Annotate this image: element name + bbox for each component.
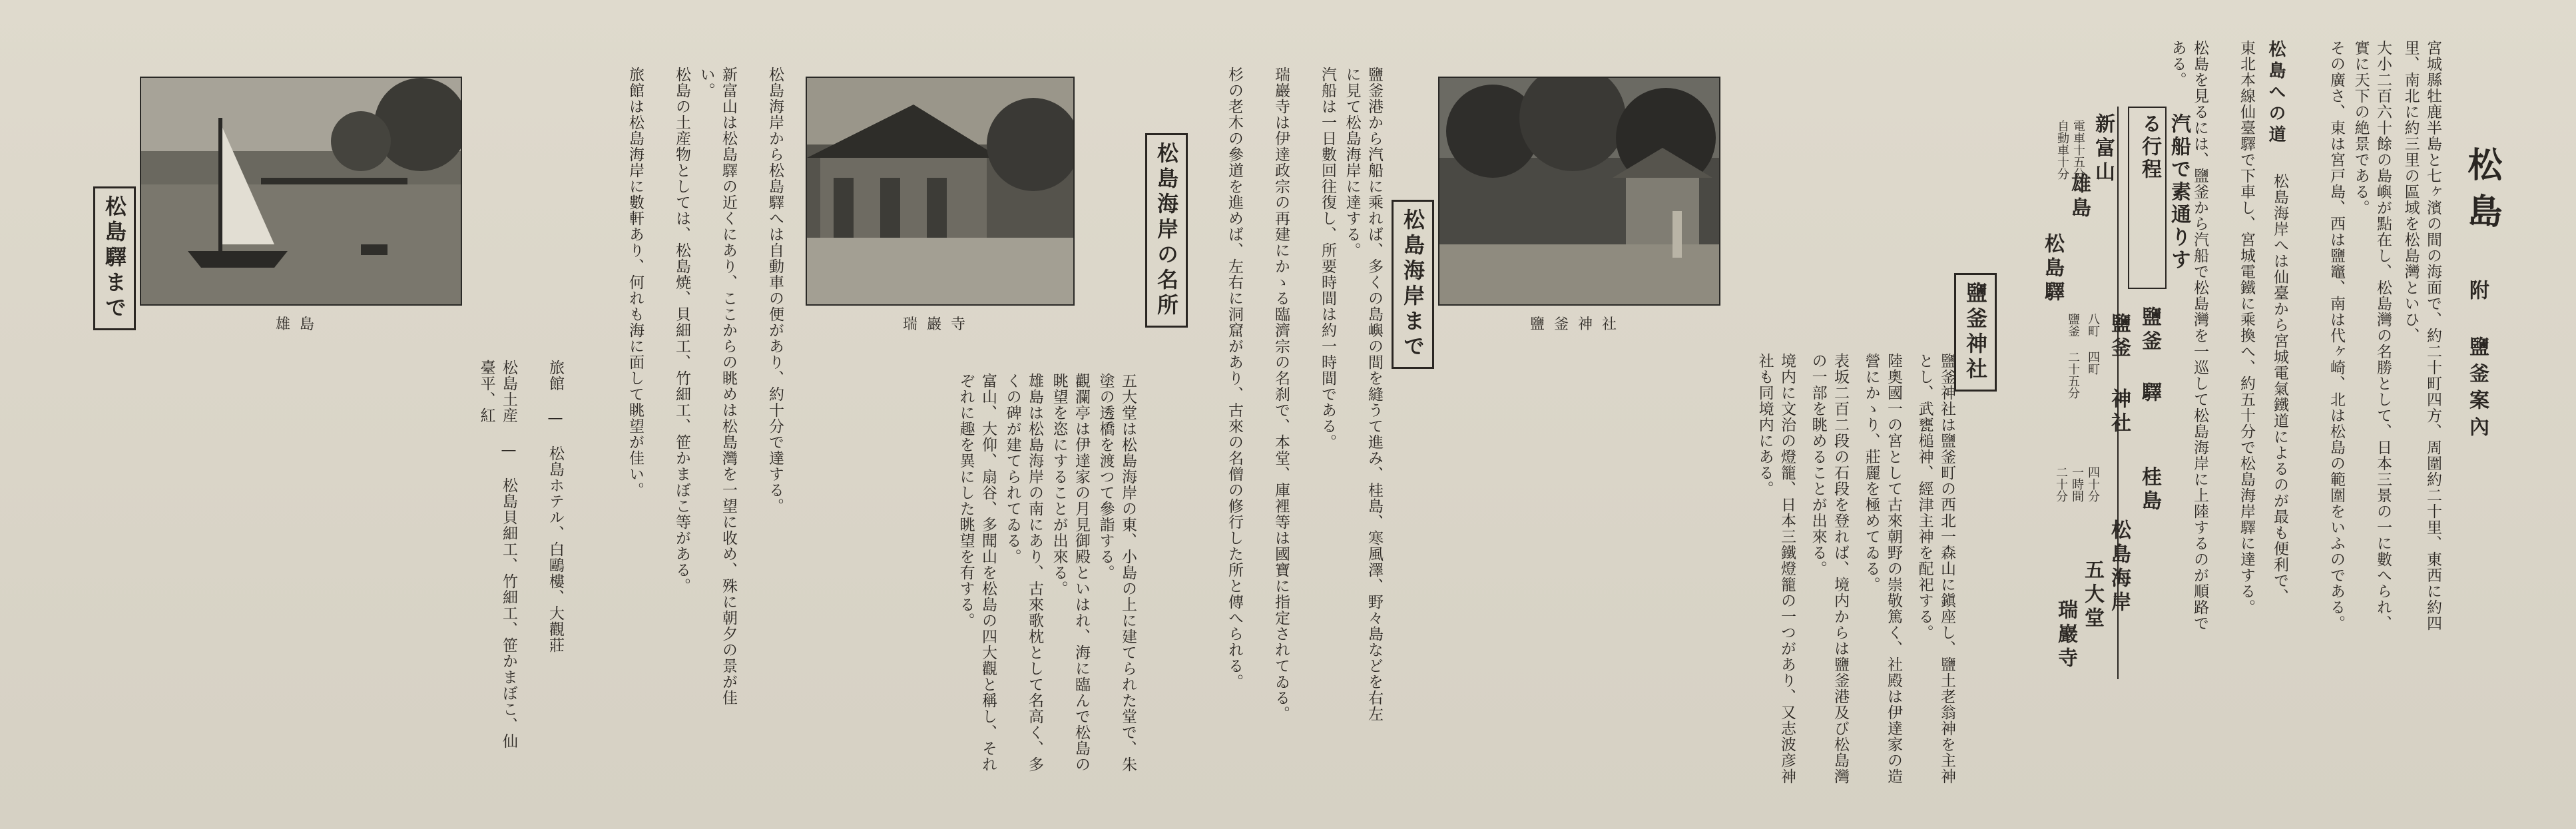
station-text-2: 新富山は松島驛の近くにあり、ここからの眺めは松島灣を一望に收め、殊に朝夕の景が佳い。	[697, 67, 737, 706]
coast-text-1: 鹽釜港から汽船に乘れば、多くの島嶼の間を縫うて進み、桂島、寒風澤、野々島などを右左に見て松島海岸に達する。	[1343, 67, 1383, 722]
access-paragraph-3: 松島を見るには、鹽釜から汽船で松島灣を一巡して松島海岸に上陸するのが順路である。	[2169, 40, 2208, 631]
page-subtitle: 附 鹽釜案內	[2465, 280, 2489, 443]
shrine-text-3: 表坂二百二段の石段を登れば、境内からは鹽釜港及び松島灣の一部を眺めることが出來る。	[1809, 353, 1849, 784]
section-heading-sights: 松島海岸の名所	[1145, 133, 1188, 328]
photo-zuiganji	[806, 77, 1075, 306]
route-stop-shiogama: 鹽釜 驛	[2138, 306, 2161, 406]
section-heading-shrine: 鹽釜神社	[1954, 273, 1997, 392]
intro-paragraph-2: 大小二百六十餘の島嶼が點在し、松島灣の名勝として、日本三景の一に數へられ、實に天下の絶景である。	[2352, 40, 2392, 631]
route-stop-katsurashima: 桂島	[2138, 466, 2161, 514]
shrine-text-1: 鹽釜神社は鹽釜町の西北一森山に鎭座し、鹽土老翁神を主神とし、武甕槌神、經津主神を配祀する。	[1916, 353, 1955, 784]
access-title: 松島への道	[2266, 40, 2286, 146]
route-stop-matsushima-station: 松島驛	[2041, 233, 2064, 305]
access-paragraph-1: 松島海岸へは仙臺から宮城電氣鐵道によるのが最も便利で、	[2271, 173, 2288, 605]
photo-caption-zuiganji: 瑞巖寺	[902, 316, 975, 333]
footer-note-1: 旅館 — 松島ホテル、白鷗樓、大觀莊	[547, 360, 564, 653]
route-time-train: 電車十五分	[2071, 120, 2085, 180]
route-time-3: 二十分	[2054, 466, 2068, 502]
photo-caption-shrine: 鹽釜神社	[1529, 316, 1626, 333]
sights-text-2: 觀瀾亭は伊達家の月見御殿といはれ、海に臨んで松島の眺望を恣にすることが出來る。	[1050, 373, 1090, 772]
access-paragraph-2: 東北本線仙臺驛で下車し、宮城電鐵に乘換へ、約五十分で松島海岸驛に達する。	[2238, 40, 2255, 615]
route-stop-shrine: 鹽釜 神社	[2107, 313, 2131, 436]
sights-text-3: 雄島は松島海岸の南にあり、古來歌枕として名高く、多くの碑が建てられてゐる。	[1003, 373, 1043, 772]
sights-text-4: 富山、大仰、扇谷、多聞山を松島の四大觀と稱し、それぞれに趣を異にした眺望を有する。	[957, 373, 997, 772]
route-dist-shiogama: 鹽釜 二十五分	[2066, 313, 2080, 399]
station-text-1: 松島海岸から松島驛へは自動車の便があり、約十分で達する。	[766, 67, 784, 514]
route-stop-shinfuzan: 新富山	[2091, 113, 2115, 185]
route-diagram	[2041, 93, 2190, 692]
coast-text-2: 汽船は一日數回往復し、所要時間は約一時間である。	[1319, 67, 1336, 450]
photo-shiogama-shrine	[1438, 77, 1720, 306]
route-stop-matsushima-coast: 松島海岸	[2107, 519, 2131, 615]
route-dist-town: 八町 四町	[2086, 313, 2100, 375]
section-heading-station: 松島驛まで	[93, 186, 136, 330]
route-time-2: 一時間	[2070, 466, 2084, 502]
sights-text-1: 五大堂は松島海岸の東、小島の上に建てられた堂で、朱塗の透橋を渡つて參詣する。	[1097, 373, 1137, 772]
photo-caption-oshima: 雄島	[275, 316, 324, 333]
route-time-1: 四十分	[2086, 466, 2100, 502]
shrine-text-4: 境内に文治の燈籠、日本三鐵燈籠の一つがあり、又志波彦神社も同境内にある。	[1756, 353, 1796, 784]
station-text-3: 松島の土産物としては、松島焼、貝細工、竹細工、笹かまぼこ等がある。	[673, 67, 690, 594]
coast-text-4: 杉の老木の參道を進めば、左右に洞窟があり、古來の名僧の修行した所と傳へられる。	[1226, 67, 1243, 690]
coast-text-3: 瑞巖寺は伊達政宗の再建にかゝる臨濟宗の名刹で、本堂、庫裡等は國寶に指定されてゐる。	[1272, 67, 1290, 722]
route-stop-oshima: 雄島	[2067, 173, 2091, 221]
intro-paragraph-3: その廣さ、東は宮戸島、西は鹽竈、南は代ヶ崎、北は松島の範圍をいふのである。	[2328, 40, 2345, 631]
route-stop-godaido: 五大堂	[2081, 559, 2104, 631]
route-time-car: 自動車十分	[2055, 120, 2069, 180]
intro-paragraph-1: 宮城縣牡鹿半島と七ヶ濱の間の海面で、約二十町四方、周圍約二十里、東西に約四里、南北に約三里の區域を松島灣といひ、	[2402, 40, 2442, 631]
photo-oshima	[140, 77, 462, 306]
route-label: 汽船で素通りする行程	[2138, 113, 2190, 272]
station-text-4: 旅館は松島海岸に數軒あり、何れも海に面して眺望が佳い。	[627, 67, 644, 498]
page-title: 松島	[2461, 146, 2502, 240]
section-heading-coast: 松島海岸まで	[1392, 200, 1434, 369]
route-stop-zuiganji: 瑞巖寺	[2054, 599, 2077, 671]
shrine-text-2: 陸奧國一の宮として古來朝野の崇敬篤く、社殿は伊達家の造營にかゝり、莊麗を極めてゐる。	[1862, 353, 1902, 784]
footer-note-2: 松島土産 — 松島貝細工、竹細工、笹かまぼこ、仙臺平、紅	[477, 360, 517, 749]
